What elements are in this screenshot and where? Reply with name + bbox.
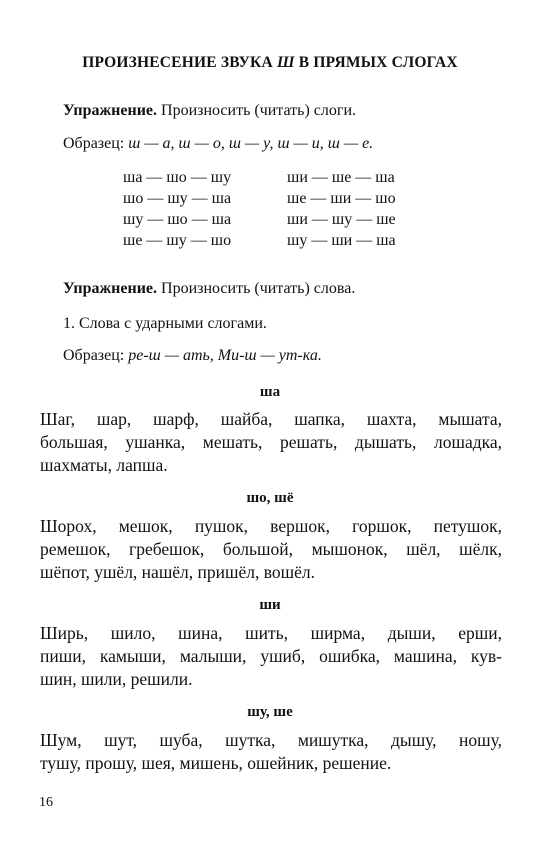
exercise-text: Произносить (читать) слова. xyxy=(157,280,356,297)
exercise-label: Упражнение. xyxy=(63,102,158,119)
title-sound: Ш xyxy=(276,54,295,71)
word-line: Шаг, шар, шарф, шайба, шапка, шахта, мышата, xyxy=(40,409,502,429)
sample-text: ре-ш — ать, Ми-ш — ут-ка. xyxy=(128,347,322,364)
word-line: шахматы, лапша. xyxy=(40,455,168,475)
syllable-row: ши — ше — ша xyxy=(287,169,395,186)
group-heading: ши xyxy=(259,597,281,613)
title-suffix: В ПРЯМЫХ СЛОГАХ xyxy=(294,54,458,71)
exercise-words xyxy=(63,280,355,298)
exercise-label: Упражнение. xyxy=(63,280,158,297)
group-heading: шу, ше xyxy=(247,704,293,720)
syllable-row: ши — шу — ше xyxy=(287,211,396,228)
sample-syllables xyxy=(63,135,373,153)
syllable-row: шу — ши — ша xyxy=(287,232,396,249)
syllable-row: шу — шо — ша xyxy=(123,211,232,228)
exercise-text: Произносить (читать) слоги. xyxy=(157,102,357,119)
point-stressed-syllables: 1. Слова с ударными слогами. xyxy=(63,315,267,332)
word-line: тушу, прошу, шея, мишень, ошейник, решение. xyxy=(40,753,392,773)
word-paragraph xyxy=(40,729,502,775)
word-paragraph xyxy=(40,515,502,584)
syllable-row: ше — шу — шо xyxy=(123,232,232,249)
syllable-row: ша — шо — шу xyxy=(123,169,232,186)
page-number: 16 xyxy=(39,795,53,810)
syllable-row: шо — шу — ша xyxy=(123,190,232,207)
word-line: Шум, шут, шуба, шутка, мишутка, дышу, ношу, xyxy=(40,730,502,750)
group-heading: шо, шё xyxy=(246,490,294,506)
word-line: шёпот, ушёл, нашёл, пришёл, вошёл. xyxy=(40,562,315,582)
page-title xyxy=(0,54,540,72)
sample-words xyxy=(63,347,322,365)
word-line: большая, ушанка, мешать, решать, дышать, лошадка, xyxy=(40,432,502,452)
word-line: Ширь, шило, шина, шить, ширма, дыши, ерши, xyxy=(40,623,502,643)
group-heading: ша xyxy=(259,384,281,400)
exercise-syllables xyxy=(63,102,356,120)
word-line: шин, шили, решили. xyxy=(40,669,193,689)
word-line: ремешок, гребешок, большой, мышонок, шёл, шёлк, xyxy=(40,539,502,559)
word-paragraph xyxy=(40,408,502,477)
sample-label: Образец: xyxy=(63,135,129,152)
word-line: пиши, камыши, малыши, ушиб, ошибка, машина, кув- xyxy=(40,646,502,666)
title-prefix: ПРОИЗНЕСЕНИЕ ЗВУКА xyxy=(82,54,277,71)
sample-text: ш — а, ш — о, ш — у, ш — и, ш — е. xyxy=(128,135,374,152)
word-paragraph xyxy=(40,622,502,691)
word-line: Шорох, мешок, пушок, вершок, горшок, петушок, xyxy=(40,516,502,536)
syllable-row: ше — ши — шо xyxy=(287,190,396,207)
sample-label: Образец: xyxy=(63,347,129,364)
